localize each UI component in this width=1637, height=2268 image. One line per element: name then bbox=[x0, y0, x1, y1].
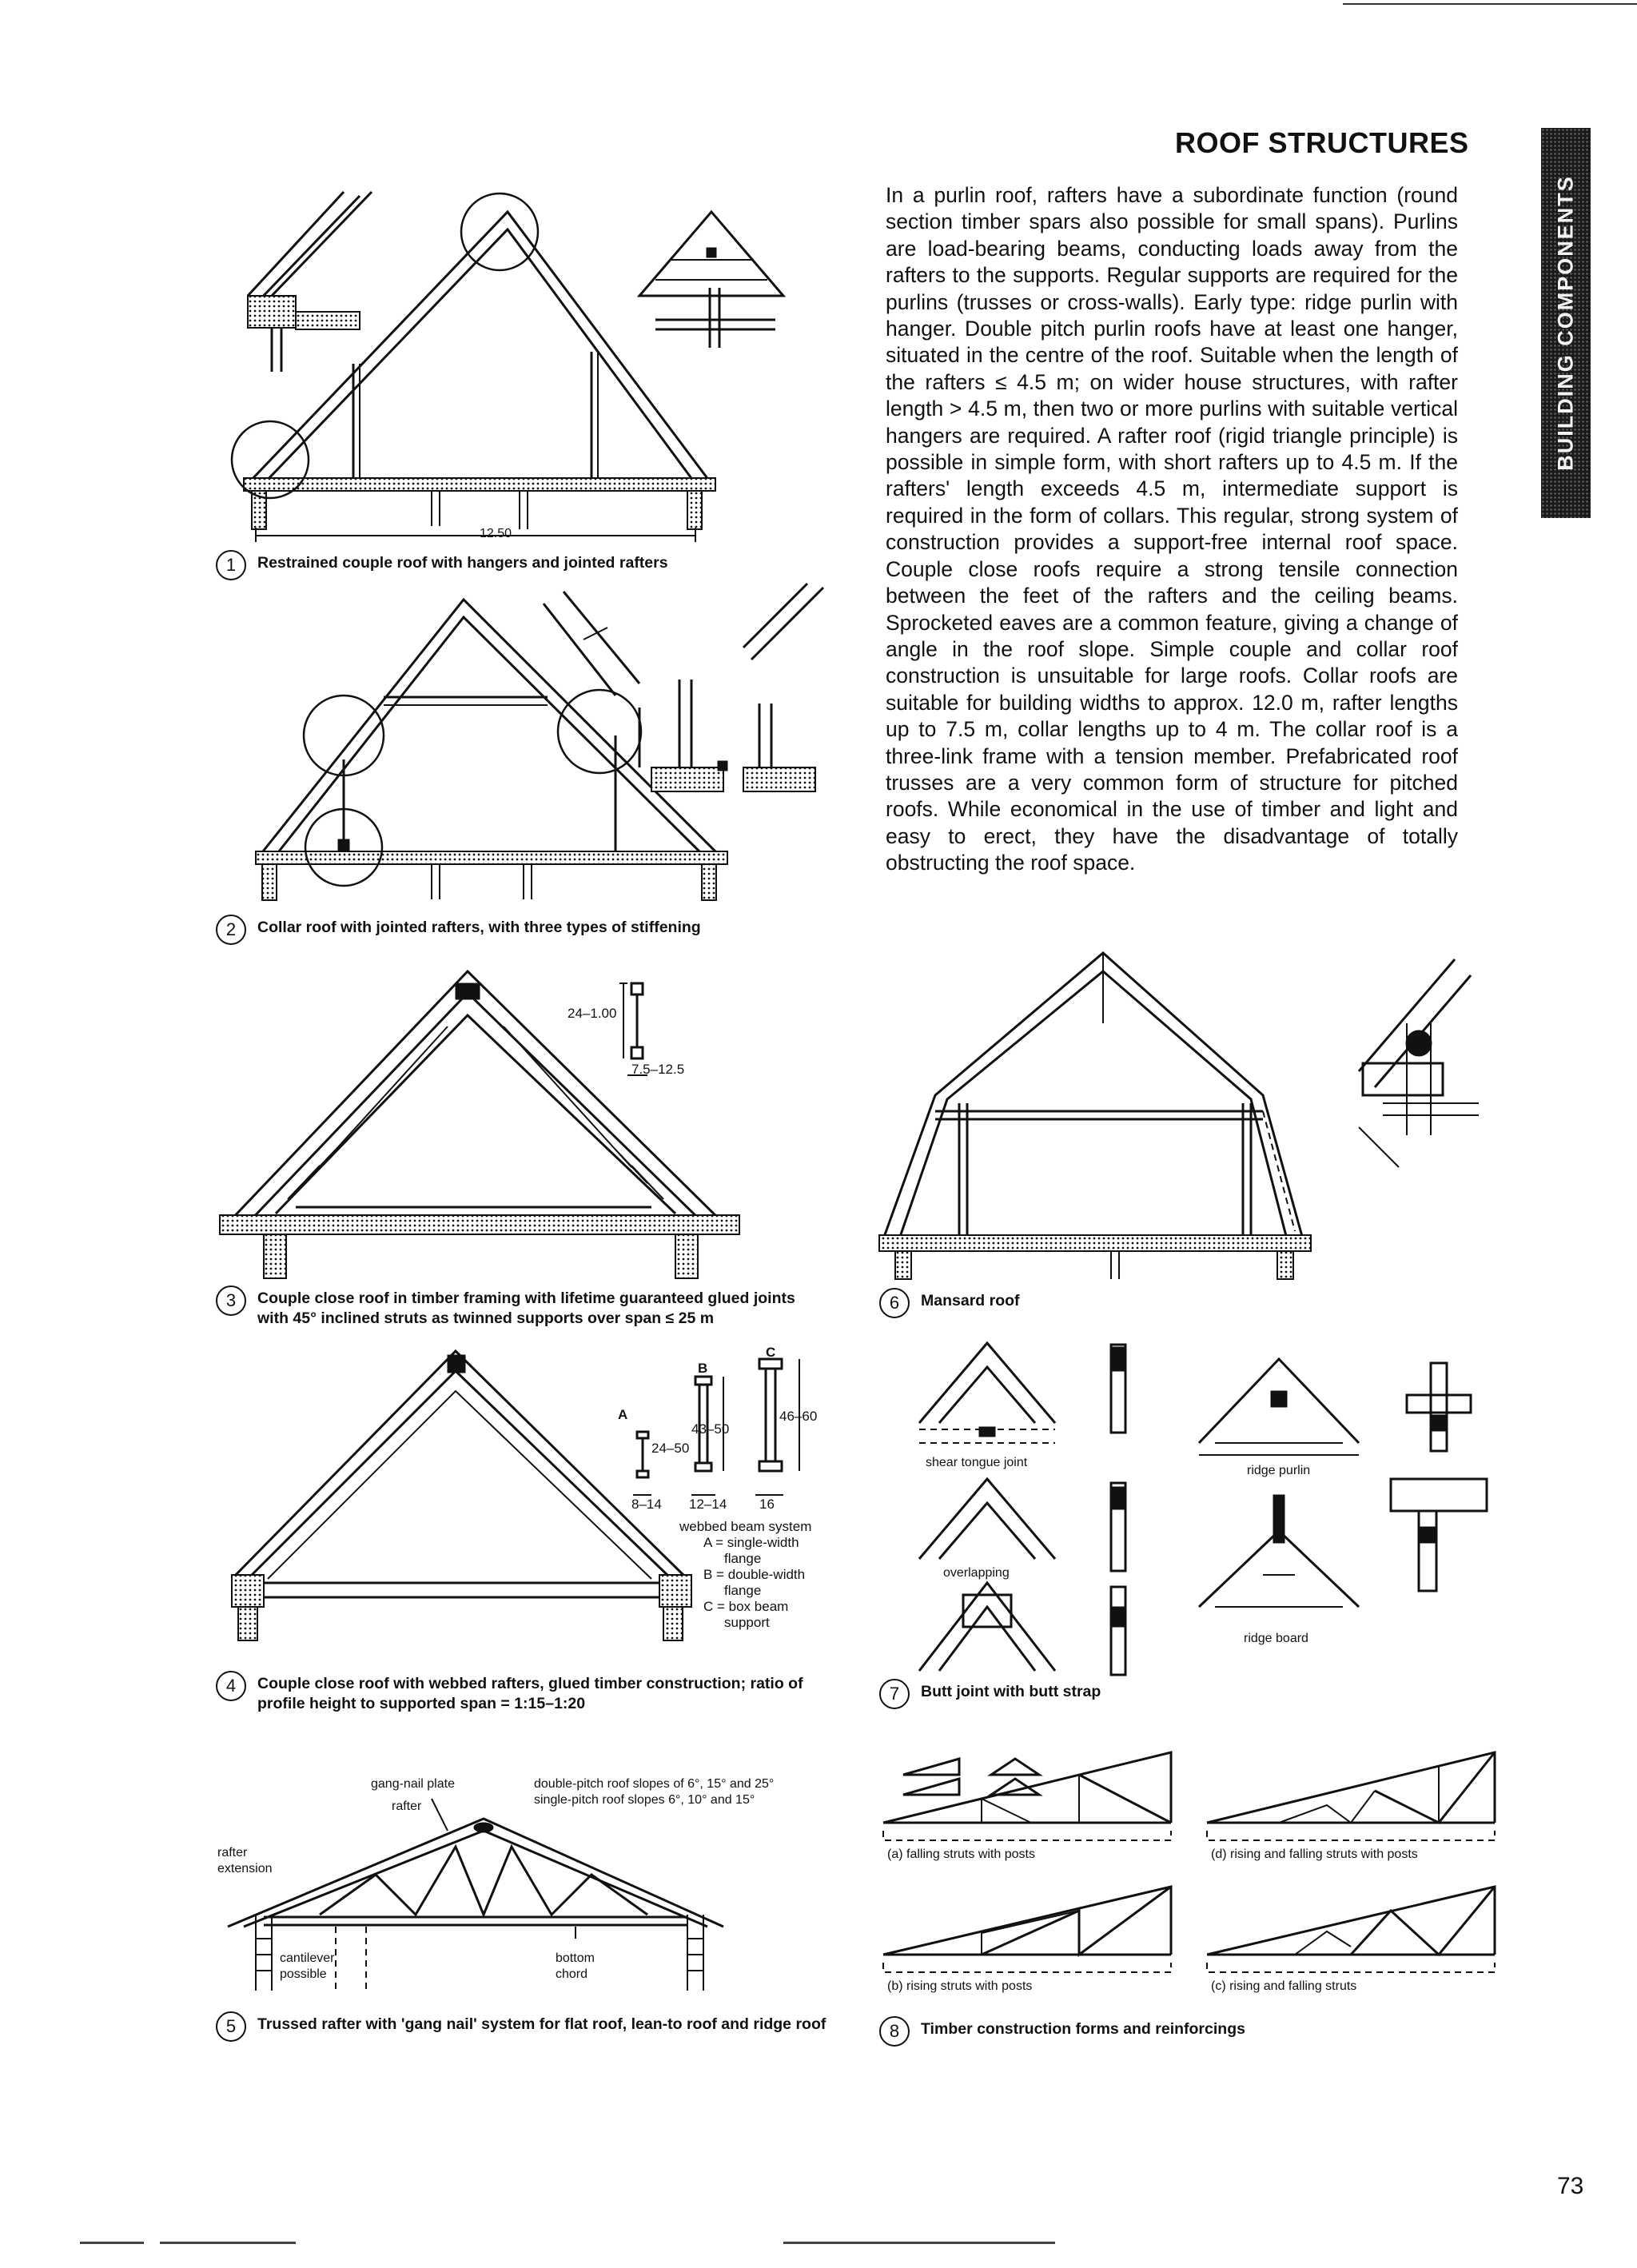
section-label-b: B bbox=[698, 1361, 708, 1376]
figure-3-drawing bbox=[216, 959, 791, 1287]
label-overlapping: overlapping bbox=[943, 1566, 1010, 1580]
section-label-a: A bbox=[618, 1407, 628, 1422]
label-slopes-single: single-pitch roof slopes 6°, 10° and 15° bbox=[534, 1793, 755, 1807]
label-gang-nail-plate: gang-nail plate bbox=[371, 1777, 455, 1791]
figure-number: 1 bbox=[216, 550, 246, 580]
label-form-a: (a) falling struts with posts bbox=[887, 1847, 1035, 1861]
section-tab bbox=[1541, 128, 1591, 518]
figure-number: 2 bbox=[216, 915, 246, 945]
dim-c-height: 46–60 bbox=[779, 1409, 818, 1424]
legend-line: B = double-width bbox=[703, 1567, 806, 1582]
figure-number: 5 bbox=[216, 2011, 246, 2042]
figure-3-caption bbox=[216, 1289, 823, 1329]
figure-8-caption bbox=[879, 2019, 1359, 2047]
figure-6-drawing bbox=[871, 943, 1487, 1279]
figure-1-drawing bbox=[224, 184, 815, 544]
label-rafter: rafter bbox=[392, 1800, 422, 1813]
label-cantilever-1: cantilever bbox=[280, 1951, 335, 1965]
figure-1-caption bbox=[216, 553, 823, 580]
section-c bbox=[759, 1359, 782, 1471]
dim-a-width: 8–14 bbox=[631, 1497, 662, 1512]
bottom-rule bbox=[160, 2242, 296, 2244]
figure-number: 3 bbox=[216, 1285, 246, 1316]
label-slopes-double: double-pitch roof slopes of 6°, 15° and 25° bbox=[534, 1777, 775, 1791]
dim-b-width: 12–14 bbox=[689, 1497, 727, 1512]
figure-7-caption bbox=[879, 1682, 1279, 1709]
figure-7-drawing bbox=[911, 1335, 1503, 1679]
bottom-rule bbox=[783, 2242, 1055, 2244]
caption-text: Couple close roof in timber framing with lifetime guaranteed glued joints with 45° inclined struts as twinned supports over span ≤ 25 m bbox=[257, 1289, 795, 1327]
legend-line: flange bbox=[724, 1551, 762, 1566]
figure-number: 4 bbox=[216, 1671, 246, 1701]
figure-6-caption bbox=[879, 1291, 1199, 1318]
figure-8-drawing bbox=[879, 1719, 1503, 2015]
figure-3-height-dimension: 24–1.00 bbox=[568, 1006, 617, 1021]
page-title: ROOF STRUCTURES bbox=[1175, 126, 1469, 159]
figure-4-legend bbox=[679, 1519, 811, 1631]
figure-number: 8 bbox=[879, 2016, 910, 2047]
caption-text: Butt joint with butt strap bbox=[921, 1683, 1101, 1700]
label-cantilever-2: possible bbox=[280, 1967, 327, 1981]
label-bottom-chord-1: bottom bbox=[556, 1951, 595, 1965]
label-ridge-board: ridge board bbox=[1244, 1632, 1308, 1645]
caption-text: Trussed rafter with 'gang nail' system for flat roof, lean-to roof and ridge roof bbox=[257, 2015, 826, 2033]
section-label-c: C bbox=[766, 1345, 776, 1360]
label-form-b: (b) rising struts with posts bbox=[887, 1979, 1033, 1993]
page-number: 73 bbox=[1557, 2173, 1584, 2199]
label-rafter-extension-2: extension bbox=[217, 1862, 273, 1875]
label-bottom-chord-2: chord bbox=[556, 1967, 588, 1981]
label-shear-tongue-joint: shear tongue joint bbox=[926, 1456, 1028, 1469]
label-rafter-extension-1: rafter bbox=[217, 1846, 248, 1859]
section-a bbox=[637, 1432, 648, 1477]
caption-text: Mansard roof bbox=[921, 1292, 1020, 1309]
figure-number: 7 bbox=[879, 1679, 910, 1709]
legend-line: A = single-width bbox=[703, 1535, 799, 1550]
label-form-c: (c) rising and falling struts bbox=[1211, 1979, 1357, 1993]
caption-text: Timber construction forms and reinforcings bbox=[921, 2020, 1245, 2038]
figure-2-drawing bbox=[232, 584, 831, 903]
figure-1-dimension: 12.50 bbox=[480, 527, 512, 540]
label-ridge-purlin: ridge purlin bbox=[1247, 1464, 1311, 1477]
figure-4-caption bbox=[216, 1674, 839, 1714]
figure-5-caption bbox=[216, 2015, 839, 2042]
legend-line: flange bbox=[724, 1583, 762, 1598]
figure-3-width-dimension: 7.5–12.5 bbox=[631, 1062, 685, 1077]
section-tab-label: BUILDING COMPONENTS bbox=[1553, 175, 1578, 471]
dim-a-height: 24–50 bbox=[651, 1441, 690, 1456]
caption-text: Collar roof with jointed rafters, with three types of stiffening bbox=[257, 919, 701, 936]
caption-text: Restrained couple roof with hangers and jointed rafters bbox=[257, 554, 668, 572]
top-rule bbox=[1343, 3, 1637, 5]
label-form-d: (d) rising and falling struts with posts bbox=[1211, 1847, 1418, 1861]
legend-line: support bbox=[724, 1615, 770, 1630]
caption-text: Couple close roof with webbed rafters, glued timber construction; ratio of profile height to supported span = 1:15–1:20 bbox=[257, 1675, 803, 1712]
figure-number: 6 bbox=[879, 1288, 910, 1318]
figure-2-caption bbox=[216, 918, 855, 945]
legend-line: webbed beam system bbox=[679, 1519, 812, 1534]
legend-line: C = box beam bbox=[703, 1599, 789, 1614]
body-text: In a purlin roof, rafters have a subordinate function (round section timber spars also possible for small spans). Purlins are load-bearing beams, conducting loads away from the rafters to the supports. Regular supports are required for the purlins (trusses or cross-walls). Early type: ridge purlin with hanger. Double pitch purlin roofs have at least one hanger, situated in the centre of the roof. Suitable when the length of the rafters ≤ 4.5 m; on wider house structures, with rafter length > 4.5 m, then two or more purlins with suitable vertical hangers are required. A rafter roof (rigid triangle principle) is possible in simple form, with short rafters up to 4.5 m. If the rafters' length exceeds 4.5 m, intermediate support is required in the form of collars. This regular, strong system of construction provides a support-free internal roof space. Couple close roofs require a strong tensile connection between the feet of the rafters and the ceiling beams. Sprocketed eaves are a common feature, giving a change of angle in the roof slope. Simple couple and collar roof construction is unsuitable for large roofs. Collar roofs are suitable for building widths to approx. 12.0 m, rafter lengths up to 7.5 m, collar lengths up to 4 m. The collar roof is a three-link frame with a tension member. Prefabricated roof trusses are a very common form of structure for pitched roofs. While economical in the use of timber and light and easy to erect, they have the disadvantage of totally obstructing the roof space. bbox=[886, 183, 1458, 875]
dim-b-height: 43–50 bbox=[691, 1421, 730, 1437]
bottom-rule bbox=[80, 2242, 144, 2244]
dim-c-width: 16 bbox=[759, 1497, 775, 1512]
